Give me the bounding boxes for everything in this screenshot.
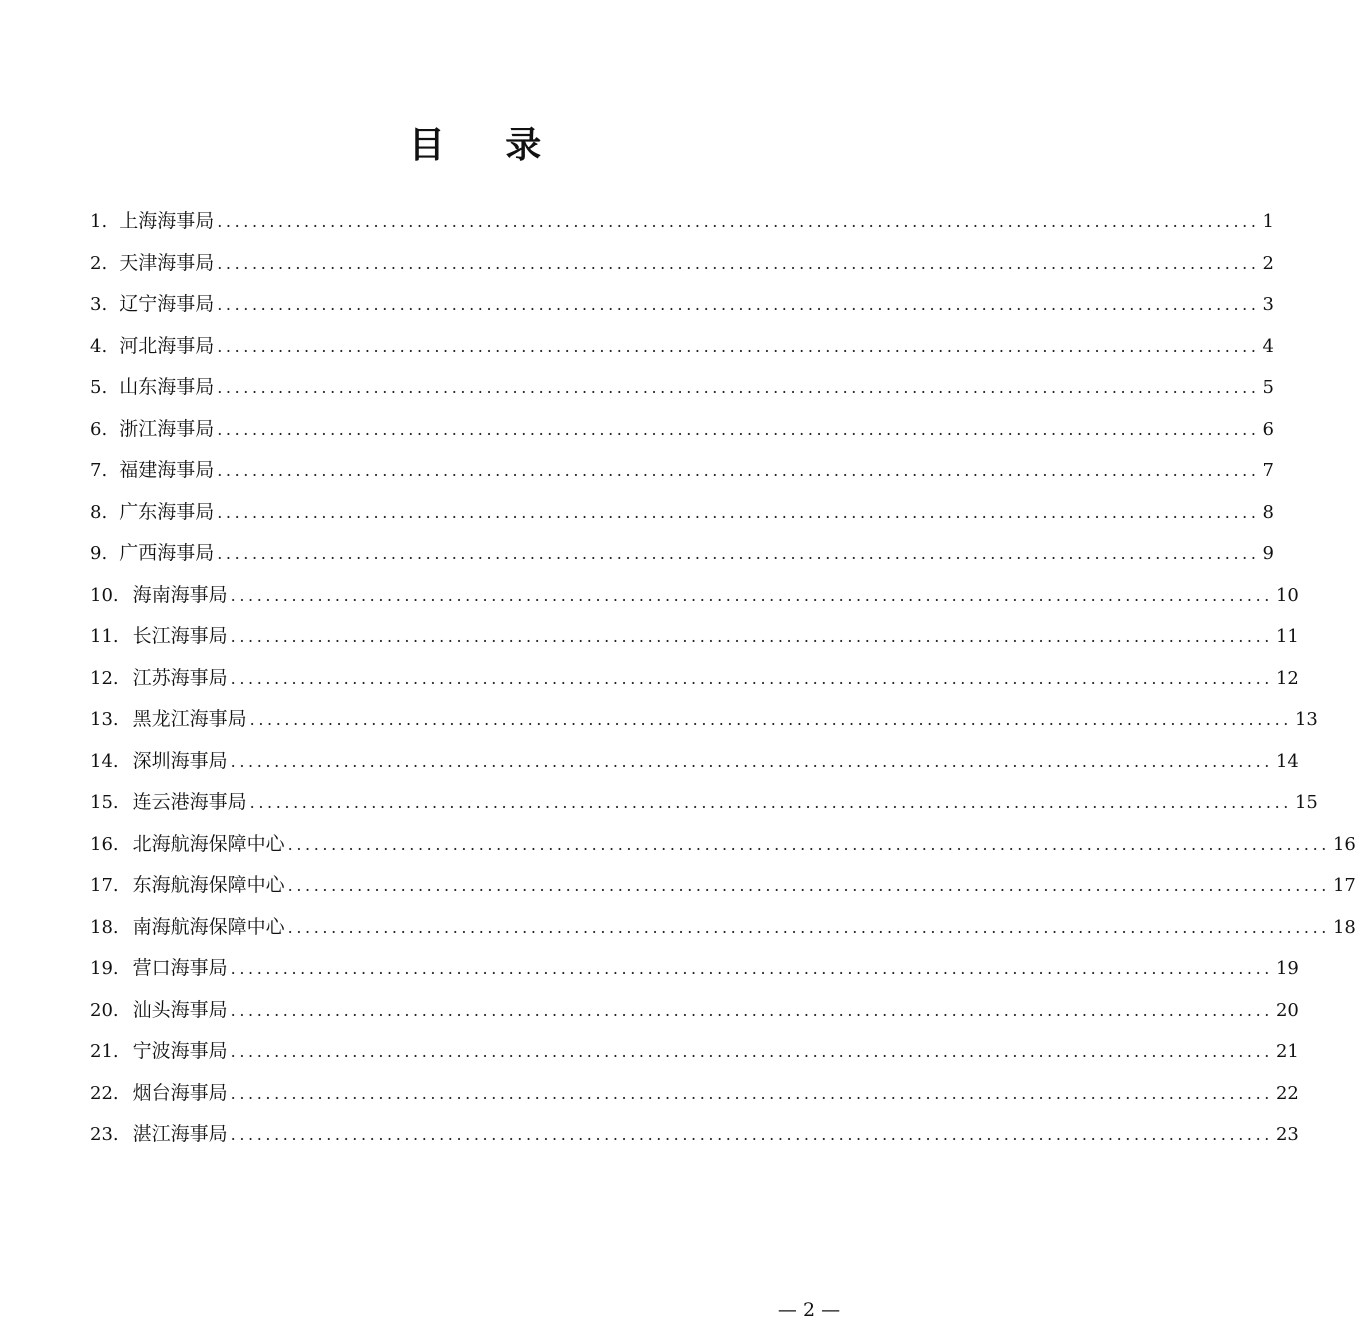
toc-entry-label: 长江海事局 xyxy=(132,625,228,647)
toc-dot-leader: ........................................................................................................................ xyxy=(217,378,1260,397)
toc-entry-number: 23. xyxy=(90,1124,119,1145)
toc-entry-number: 5. xyxy=(90,377,108,398)
toc-entry-label: 浙江海事局 xyxy=(119,417,215,440)
toc-dot-leader: ........................................................................................................................ xyxy=(249,793,1292,812)
toc-entry-label: 上海海事局 xyxy=(119,210,215,232)
table-of-contents xyxy=(90,201,1356,1156)
toc-entry-label: 福建海事局 xyxy=(119,459,215,481)
toc-entry-number: 2. xyxy=(90,252,108,274)
toc-entry-label: 海南海事局 xyxy=(132,583,228,606)
toc-entry xyxy=(90,1114,1299,1156)
toc-entry-number: 12. xyxy=(90,667,119,689)
toc-dot-leader: ........................................................................................................................ xyxy=(287,834,1330,854)
toc-entry-number: 17. xyxy=(90,875,119,896)
toc-dot-leader: ........................................................................................................................ xyxy=(230,751,1273,771)
toc-entry xyxy=(90,492,1274,534)
toc-entry-page: 17 xyxy=(1332,875,1356,896)
toc-entry-page: 13 xyxy=(1294,709,1318,730)
toc-entry-page: 6 xyxy=(1262,418,1274,440)
toc-entry-label: 北海航海保障中心 xyxy=(132,832,285,855)
toc-entry xyxy=(90,782,1318,824)
toc-entry-label: 营口海事局 xyxy=(132,957,228,979)
toc-dot-leader: ........................................................................................................................ xyxy=(217,419,1260,439)
toc-entry-page: 12 xyxy=(1275,667,1299,689)
toc-entry xyxy=(90,450,1274,492)
page-title: 目 录 xyxy=(408,125,566,166)
toc-entry xyxy=(90,533,1274,575)
toc-entry-page: 4 xyxy=(1262,335,1274,357)
toc-dot-leader: ........................................................................................................................ xyxy=(230,1125,1273,1144)
toc-entry-label: 宁波海事局 xyxy=(132,1040,228,1062)
toc-entry-page: 10 xyxy=(1275,584,1299,606)
toc-entry-number: 21. xyxy=(90,1041,119,1062)
toc-entry-number: 19. xyxy=(90,958,119,979)
toc-entry-number: 7. xyxy=(90,460,108,481)
toc-entry-label: 汕头海事局 xyxy=(132,998,228,1021)
toc-entry xyxy=(90,326,1274,368)
toc-dot-leader: ........................................................................................................................ xyxy=(287,876,1330,895)
toc-entry xyxy=(90,243,1274,285)
toc-entry xyxy=(90,616,1299,658)
toc-entry-label: 河北海事局 xyxy=(119,334,215,357)
toc-entry-number: 8. xyxy=(90,501,108,523)
toc-entry-number: 1. xyxy=(90,211,108,232)
toc-entry-number: 20. xyxy=(90,999,119,1021)
toc-entry-label: 湛江海事局 xyxy=(132,1123,228,1145)
toc-entry-number: 18. xyxy=(90,916,119,938)
toc-entry xyxy=(90,990,1299,1032)
toc-entry-number: 3. xyxy=(90,294,108,315)
toc-entry-page: 21 xyxy=(1275,1041,1299,1062)
toc-entry xyxy=(90,1073,1299,1115)
toc-entry-label: 南海航海保障中心 xyxy=(132,915,285,938)
toc-entry-page: 19 xyxy=(1275,958,1299,979)
toc-entry-label: 辽宁海事局 xyxy=(119,293,215,315)
toc-entry xyxy=(90,1031,1299,1073)
toc-entry-label: 广西海事局 xyxy=(119,542,215,564)
toc-entry xyxy=(90,409,1274,451)
toc-entry-page: 8 xyxy=(1262,501,1274,523)
toc-dot-leader: ........................................................................................................................ xyxy=(287,917,1330,937)
toc-entry-page: 2 xyxy=(1262,252,1274,274)
toc-entry xyxy=(90,658,1299,700)
toc-dot-leader: ........................................................................................................................ xyxy=(230,1000,1273,1020)
toc-dot-leader: ........................................................................................................................ xyxy=(217,212,1260,231)
toc-entry-label: 烟台海事局 xyxy=(132,1081,228,1104)
toc-dot-leader: ........................................................................................................................ xyxy=(230,627,1273,646)
toc-entry-number: 15. xyxy=(90,792,119,813)
toc-entry-number: 4. xyxy=(90,335,108,357)
toc-entry xyxy=(90,907,1356,949)
toc-entry-page: 9 xyxy=(1262,543,1274,564)
toc-entry xyxy=(90,284,1274,326)
toc-entry-page: 1 xyxy=(1262,211,1274,232)
toc-dot-leader: ........................................................................................................................ xyxy=(217,461,1260,480)
toc-entry-page: 14 xyxy=(1275,750,1299,772)
toc-dot-leader: ........................................................................................................................ xyxy=(230,668,1273,688)
toc-entry-label: 山东海事局 xyxy=(119,376,215,398)
toc-entry xyxy=(90,824,1356,866)
toc-entry xyxy=(90,948,1299,990)
toc-dot-leader: ........................................................................................................................ xyxy=(217,502,1260,522)
toc-entry-label: 广东海事局 xyxy=(119,500,215,523)
toc-entry-number: 22. xyxy=(90,1082,119,1104)
toc-entry-page: 16 xyxy=(1332,833,1356,855)
toc-entry xyxy=(90,367,1274,409)
toc-entry-number: 6. xyxy=(90,418,108,440)
toc-entry-page: 3 xyxy=(1262,294,1274,315)
toc-entry-page: 23 xyxy=(1275,1124,1299,1145)
toc-entry-label: 天津海事局 xyxy=(119,251,215,274)
toc-entry xyxy=(90,201,1274,243)
toc-entry-page: 15 xyxy=(1294,792,1318,813)
toc-entry xyxy=(90,699,1318,741)
toc-dot-leader: ........................................................................................................................ xyxy=(217,336,1260,356)
toc-entry-number: 16. xyxy=(90,833,119,855)
toc-entry-label: 东海航海保障中心 xyxy=(132,874,285,896)
page-number: — 2 — xyxy=(777,1299,841,1321)
toc-dot-leader: ........................................................................................................................ xyxy=(230,1083,1273,1103)
toc-dot-leader: ........................................................................................................................ xyxy=(249,710,1292,729)
toc-dot-leader: ........................................................................................................................ xyxy=(217,544,1260,563)
toc-entry-page: 18 xyxy=(1332,916,1356,938)
toc-entry-page: 5 xyxy=(1262,377,1274,398)
toc-entry-number: 11. xyxy=(90,626,119,647)
toc-dot-leader: ........................................................................................................................ xyxy=(217,253,1260,273)
toc-entry-number: 9. xyxy=(90,543,108,564)
toc-entry-page: 11 xyxy=(1275,626,1299,647)
toc-entry-number: 13. xyxy=(90,709,119,730)
toc-entry-label: 深圳海事局 xyxy=(132,749,228,772)
toc-entry-label: 江苏海事局 xyxy=(132,666,228,689)
toc-dot-leader: ........................................................................................................................ xyxy=(230,1042,1273,1061)
toc-entry-number: 10. xyxy=(90,584,119,606)
toc-entry-page: 22 xyxy=(1275,1082,1299,1104)
toc-entry xyxy=(90,865,1356,907)
toc-entry-page: 20 xyxy=(1275,999,1299,1021)
toc-dot-leader: ........................................................................................................................ xyxy=(230,959,1273,978)
toc-entry-label: 连云港海事局 xyxy=(132,791,247,813)
toc-entry-page: 7 xyxy=(1262,460,1274,481)
toc-dot-leader: ........................................................................................................................ xyxy=(230,585,1273,605)
toc-dot-leader: ........................................................................................................................ xyxy=(217,295,1260,314)
toc-entry xyxy=(90,741,1299,783)
toc-entry-label: 黑龙江海事局 xyxy=(132,708,247,730)
toc-entry xyxy=(90,575,1299,617)
toc-entry-number: 14. xyxy=(90,750,119,772)
